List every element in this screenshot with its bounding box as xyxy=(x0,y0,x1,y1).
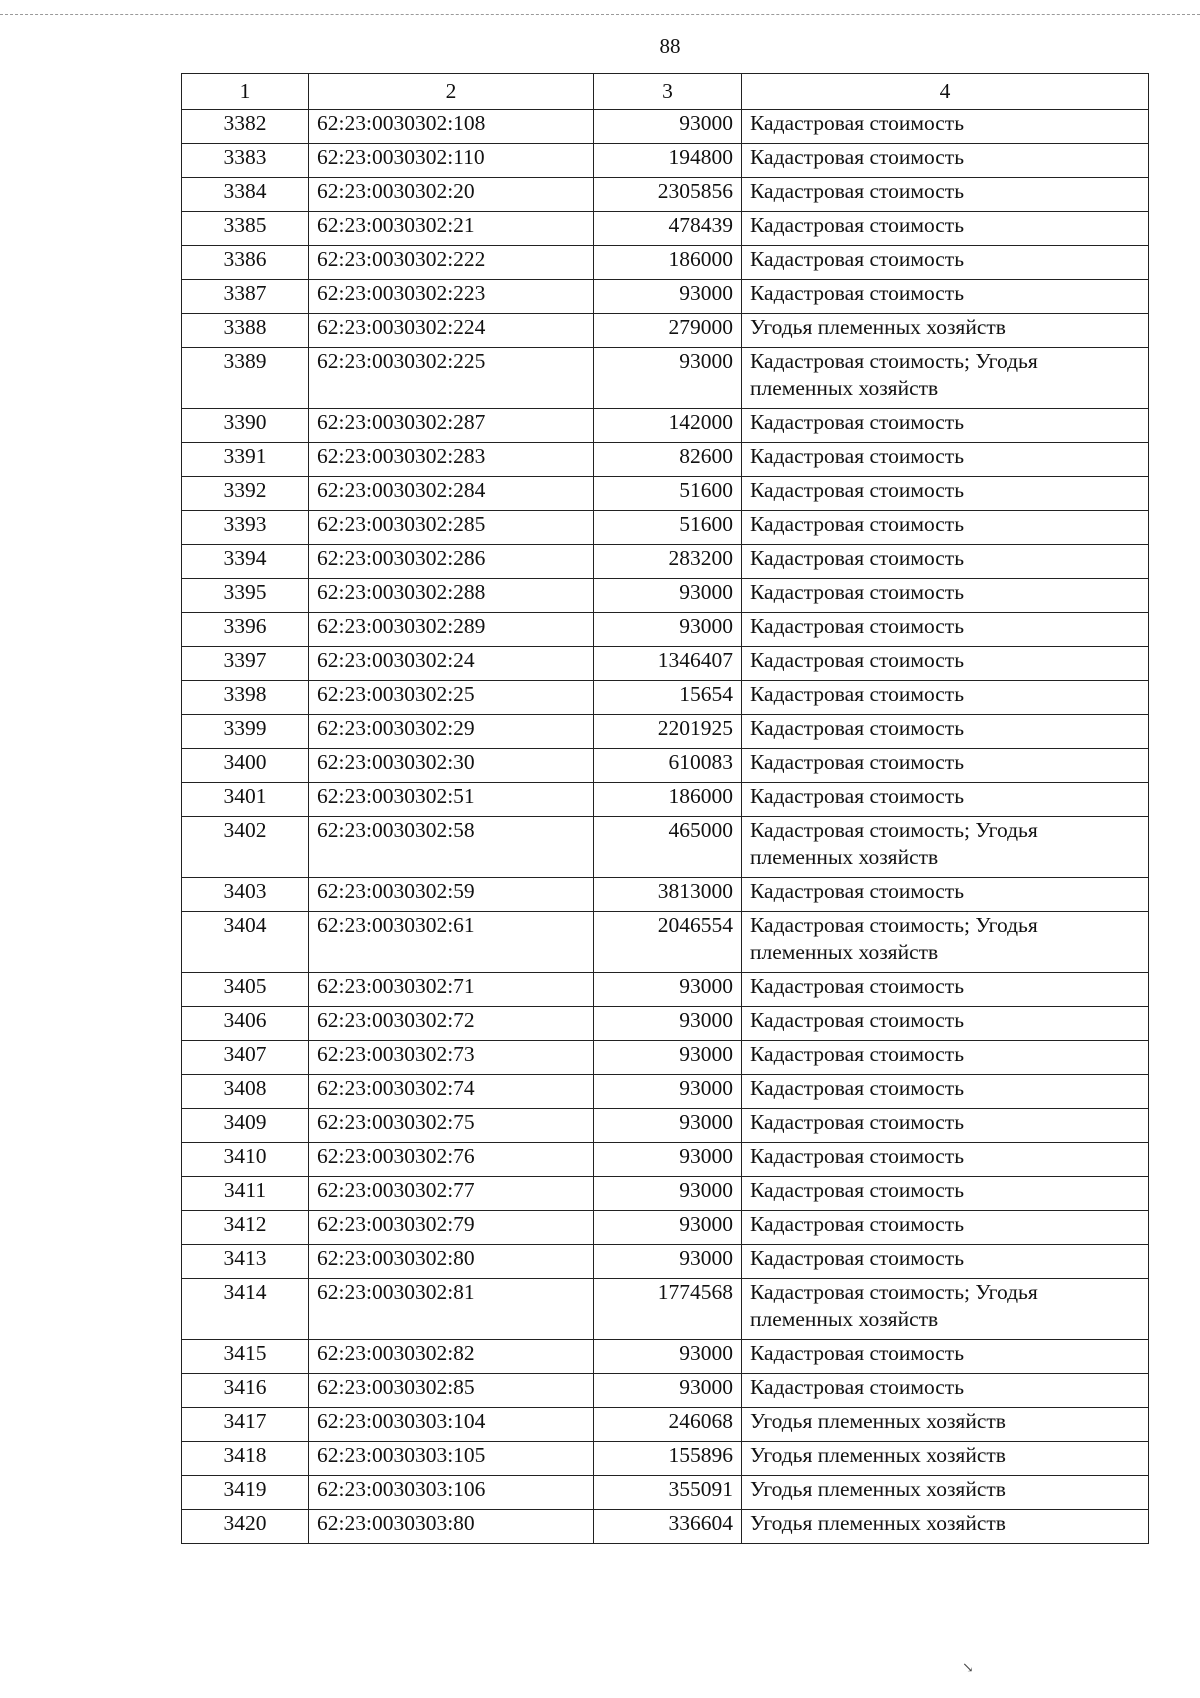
value-cell: 2305856 xyxy=(594,178,742,212)
note-cell: Кадастровая стоимость xyxy=(742,511,1149,545)
page-number: 88 xyxy=(659,34,681,58)
table-row xyxy=(182,1476,1149,1510)
value-cell: 186000 xyxy=(594,783,742,817)
row-number-cell: 3401 xyxy=(182,783,309,817)
scan-mark: ↘ xyxy=(962,1661,974,1676)
note-cell: Кадастровая стоимость xyxy=(742,1245,1149,1279)
cadastral-number-cell: 62:23:0030302:51 xyxy=(309,783,594,817)
cadastral-number-cell: 62:23:0030303:106 xyxy=(309,1476,594,1510)
value-cell: 93000 xyxy=(594,579,742,613)
cadastral-number-cell: 62:23:0030302:59 xyxy=(309,878,594,912)
cadastral-number-cell: 62:23:0030302:81 xyxy=(309,1279,594,1340)
table-row xyxy=(182,1510,1149,1544)
value-cell: 186000 xyxy=(594,246,742,280)
value-cell: 93000 xyxy=(594,348,742,409)
value-cell: 283200 xyxy=(594,545,742,579)
note-cell: Угодья племенных хозяйств xyxy=(742,1408,1149,1442)
cadastral-number-cell: 62:23:0030302:283 xyxy=(309,443,594,477)
table-row xyxy=(182,409,1149,443)
cadastral-number-cell: 62:23:0030302:73 xyxy=(309,1041,594,1075)
cadastral-number-cell: 62:23:0030302:29 xyxy=(309,715,594,749)
cadastral-number-cell: 62:23:0030302:80 xyxy=(309,1245,594,1279)
table-row xyxy=(182,1374,1149,1408)
note-cell: Кадастровая стоимость xyxy=(742,579,1149,613)
table-row xyxy=(182,212,1149,246)
value-cell: 82600 xyxy=(594,443,742,477)
table-row xyxy=(182,1211,1149,1245)
table-row xyxy=(182,1007,1149,1041)
value-cell: 51600 xyxy=(594,477,742,511)
value-cell: 93000 xyxy=(594,1211,742,1245)
note-cell: Кадастровая стоимость; Угодья племенных хозяйств xyxy=(742,1279,1149,1340)
table-row xyxy=(182,1177,1149,1211)
table-row xyxy=(182,110,1149,144)
column-header-1: 1 xyxy=(182,74,309,110)
row-number-cell: 3399 xyxy=(182,715,309,749)
cadastral-number-cell: 62:23:0030302:286 xyxy=(309,545,594,579)
table-row xyxy=(182,1340,1149,1374)
cadastral-number-cell: 62:23:0030302:222 xyxy=(309,246,594,280)
note-cell: Угодья племенных хозяйств xyxy=(742,314,1149,348)
row-number-cell: 3390 xyxy=(182,409,309,443)
table-row xyxy=(182,144,1149,178)
note-cell: Кадастровая стоимость xyxy=(742,144,1149,178)
cadastral-number-cell: 62:23:0030302:79 xyxy=(309,1211,594,1245)
cadastral-number-cell: 62:23:0030302:288 xyxy=(309,579,594,613)
value-cell: 610083 xyxy=(594,749,742,783)
table-row xyxy=(182,715,1149,749)
row-number-cell: 3385 xyxy=(182,212,309,246)
value-cell: 93000 xyxy=(594,1075,742,1109)
row-number-cell: 3389 xyxy=(182,348,309,409)
note-cell: Кадастровая стоимость; Угодья племенных хозяйств xyxy=(742,817,1149,878)
cadastral-number-cell: 62:23:0030302:287 xyxy=(309,409,594,443)
row-number-cell: 3387 xyxy=(182,280,309,314)
value-cell: 336604 xyxy=(594,1510,742,1544)
note-cell: Кадастровая стоимость xyxy=(742,443,1149,477)
value-cell: 93000 xyxy=(594,1143,742,1177)
note-cell: Кадастровая стоимость xyxy=(742,1109,1149,1143)
table-row xyxy=(182,246,1149,280)
note-cell: Угодья племенных хозяйств xyxy=(742,1510,1149,1544)
row-number-cell: 3414 xyxy=(182,1279,309,1340)
table-row xyxy=(182,545,1149,579)
row-number-cell: 3408 xyxy=(182,1075,309,1109)
cadastral-number-cell: 62:23:0030302:110 xyxy=(309,144,594,178)
table-row xyxy=(182,783,1149,817)
table-row xyxy=(182,579,1149,613)
table-row xyxy=(182,912,1149,973)
cadastral-number-cell: 62:23:0030302:74 xyxy=(309,1075,594,1109)
cadastral-number-cell: 62:23:0030302:82 xyxy=(309,1340,594,1374)
note-cell: Кадастровая стоимость xyxy=(742,212,1149,246)
cadastral-number-cell: 62:23:0030302:223 xyxy=(309,280,594,314)
table-row xyxy=(182,1109,1149,1143)
cadastral-number-cell: 62:23:0030302:21 xyxy=(309,212,594,246)
note-cell: Кадастровая стоимость; Угодья племенных хозяйств xyxy=(742,348,1149,409)
row-number-cell: 3383 xyxy=(182,144,309,178)
note-cell: Кадастровая стоимость xyxy=(742,1041,1149,1075)
value-cell: 1774568 xyxy=(594,1279,742,1340)
row-number-cell: 3398 xyxy=(182,681,309,715)
row-number-cell: 3382 xyxy=(182,110,309,144)
table-row xyxy=(182,613,1149,647)
row-number-cell: 3404 xyxy=(182,912,309,973)
table-row xyxy=(182,1245,1149,1279)
note-cell: Кадастровая стоимость xyxy=(742,1143,1149,1177)
table-row xyxy=(182,1143,1149,1177)
note-cell: Кадастровая стоимость xyxy=(742,681,1149,715)
row-number-cell: 3395 xyxy=(182,579,309,613)
note-cell: Кадастровая стоимость xyxy=(742,1007,1149,1041)
table-row xyxy=(182,647,1149,681)
note-cell: Кадастровая стоимость; Угодья племенных хозяйств xyxy=(742,912,1149,973)
cadastral-number-cell: 62:23:0030302:25 xyxy=(309,681,594,715)
table-row xyxy=(182,1442,1149,1476)
row-number-cell: 3415 xyxy=(182,1340,309,1374)
row-number-cell: 3409 xyxy=(182,1109,309,1143)
row-number-cell: 3416 xyxy=(182,1374,309,1408)
note-cell: Кадастровая стоимость xyxy=(742,783,1149,817)
value-cell: 93000 xyxy=(594,280,742,314)
row-number-cell: 3406 xyxy=(182,1007,309,1041)
cadastral-number-cell: 62:23:0030302:289 xyxy=(309,613,594,647)
note-cell: Кадастровая стоимость xyxy=(742,973,1149,1007)
value-cell: 51600 xyxy=(594,511,742,545)
note-cell: Кадастровая стоимость xyxy=(742,1075,1149,1109)
table-row xyxy=(182,1075,1149,1109)
table-body xyxy=(182,110,1149,1544)
value-cell: 1346407 xyxy=(594,647,742,681)
note-cell: Кадастровая стоимость xyxy=(742,1340,1149,1374)
row-number-cell: 3412 xyxy=(182,1211,309,1245)
table-row xyxy=(182,178,1149,212)
scan-artifact-line xyxy=(0,14,1200,15)
note-cell: Кадастровая стоимость xyxy=(742,178,1149,212)
table-row xyxy=(182,280,1149,314)
note-cell: Кадастровая стоимость xyxy=(742,545,1149,579)
value-cell: 93000 xyxy=(594,1245,742,1279)
cadastral-number-cell: 62:23:0030302:24 xyxy=(309,647,594,681)
cadastral-number-cell: 62:23:0030302:76 xyxy=(309,1143,594,1177)
cadastral-number-cell: 62:23:0030302:224 xyxy=(309,314,594,348)
row-number-cell: 3413 xyxy=(182,1245,309,1279)
row-number-cell: 3386 xyxy=(182,246,309,280)
cadastral-number-cell: 62:23:0030302:284 xyxy=(309,477,594,511)
note-cell: Угодья племенных хозяйств xyxy=(742,1442,1149,1476)
table-row xyxy=(182,817,1149,878)
value-cell: 3813000 xyxy=(594,878,742,912)
row-number-cell: 3391 xyxy=(182,443,309,477)
note-cell: Кадастровая стоимость xyxy=(742,409,1149,443)
column-header-4: 4 xyxy=(742,74,1149,110)
header-row xyxy=(182,74,1149,110)
value-cell: 142000 xyxy=(594,409,742,443)
value-cell: 93000 xyxy=(594,1109,742,1143)
row-number-cell: 3403 xyxy=(182,878,309,912)
table-row xyxy=(182,1041,1149,1075)
cadastral-number-cell: 62:23:0030303:105 xyxy=(309,1442,594,1476)
value-cell: 93000 xyxy=(594,613,742,647)
value-cell: 93000 xyxy=(594,110,742,144)
value-cell: 93000 xyxy=(594,1340,742,1374)
cadastral-number-cell: 62:23:0030302:61 xyxy=(309,912,594,973)
row-number-cell: 3418 xyxy=(182,1442,309,1476)
table-row xyxy=(182,314,1149,348)
row-number-cell: 3419 xyxy=(182,1476,309,1510)
row-number-cell: 3394 xyxy=(182,545,309,579)
row-number-cell: 3388 xyxy=(182,314,309,348)
table-row xyxy=(182,477,1149,511)
value-cell: 93000 xyxy=(594,973,742,1007)
table-row xyxy=(182,973,1149,1007)
registry-table xyxy=(181,73,1149,1544)
cadastral-number-cell: 62:23:0030303:104 xyxy=(309,1408,594,1442)
value-cell: 2201925 xyxy=(594,715,742,749)
cadastral-number-cell: 62:23:0030302:20 xyxy=(309,178,594,212)
row-number-cell: 3396 xyxy=(182,613,309,647)
note-cell: Кадастровая стоимость xyxy=(742,280,1149,314)
note-cell: Кадастровая стоимость xyxy=(742,477,1149,511)
row-number-cell: 3393 xyxy=(182,511,309,545)
value-cell: 355091 xyxy=(594,1476,742,1510)
value-cell: 2046554 xyxy=(594,912,742,973)
row-number-cell: 3410 xyxy=(182,1143,309,1177)
cadastral-number-cell: 62:23:0030302:285 xyxy=(309,511,594,545)
value-cell: 194800 xyxy=(594,144,742,178)
table-row xyxy=(182,1408,1149,1442)
note-cell: Кадастровая стоимость xyxy=(742,749,1149,783)
value-cell: 15654 xyxy=(594,681,742,715)
value-cell: 155896 xyxy=(594,1442,742,1476)
value-cell: 93000 xyxy=(594,1177,742,1211)
note-cell: Кадастровая стоимость xyxy=(742,246,1149,280)
row-number-cell: 3420 xyxy=(182,1510,309,1544)
row-number-cell: 3402 xyxy=(182,817,309,878)
row-number-cell: 3407 xyxy=(182,1041,309,1075)
cadastral-number-cell: 62:23:0030302:225 xyxy=(309,348,594,409)
note-cell: Кадастровая стоимость xyxy=(742,1374,1149,1408)
row-number-cell: 3405 xyxy=(182,973,309,1007)
note-cell: Кадастровая стоимость xyxy=(742,647,1149,681)
table-row xyxy=(182,348,1149,409)
row-number-cell: 3392 xyxy=(182,477,309,511)
cadastral-number-cell: 62:23:0030302:75 xyxy=(309,1109,594,1143)
table-row xyxy=(182,749,1149,783)
cadastral-number-cell: 62:23:0030302:58 xyxy=(309,817,594,878)
row-number-cell: 3417 xyxy=(182,1408,309,1442)
value-cell: 478439 xyxy=(594,212,742,246)
cadastral-number-cell: 62:23:0030302:108 xyxy=(309,110,594,144)
note-cell: Кадастровая стоимость xyxy=(742,613,1149,647)
row-number-cell: 3397 xyxy=(182,647,309,681)
value-cell: 93000 xyxy=(594,1007,742,1041)
row-number-cell: 3411 xyxy=(182,1177,309,1211)
cadastral-number-cell: 62:23:0030302:85 xyxy=(309,1374,594,1408)
cadastral-number-cell: 62:23:0030302:77 xyxy=(309,1177,594,1211)
note-cell: Кадастровая стоимость xyxy=(742,1177,1149,1211)
note-cell: Кадастровая стоимость xyxy=(742,1211,1149,1245)
row-number-cell: 3384 xyxy=(182,178,309,212)
cadastral-number-cell: 62:23:0030302:30 xyxy=(309,749,594,783)
value-cell: 279000 xyxy=(594,314,742,348)
table-row xyxy=(182,511,1149,545)
table-row xyxy=(182,443,1149,477)
cadastral-number-cell: 62:23:0030302:71 xyxy=(309,973,594,1007)
value-cell: 93000 xyxy=(594,1041,742,1075)
cadastral-number-cell: 62:23:0030303:80 xyxy=(309,1510,594,1544)
row-number-cell: 3400 xyxy=(182,749,309,783)
note-cell: Кадастровая стоимость xyxy=(742,878,1149,912)
note-cell: Кадастровая стоимость xyxy=(742,110,1149,144)
value-cell: 465000 xyxy=(594,817,742,878)
note-cell: Кадастровая стоимость xyxy=(742,715,1149,749)
column-header-2: 2 xyxy=(309,74,594,110)
table-row xyxy=(182,681,1149,715)
note-cell: Угодья племенных хозяйств xyxy=(742,1476,1149,1510)
table-row xyxy=(182,878,1149,912)
cadastral-number-cell: 62:23:0030302:72 xyxy=(309,1007,594,1041)
table-row xyxy=(182,1279,1149,1340)
column-header-3: 3 xyxy=(594,74,742,110)
value-cell: 246068 xyxy=(594,1408,742,1442)
value-cell: 93000 xyxy=(594,1374,742,1408)
